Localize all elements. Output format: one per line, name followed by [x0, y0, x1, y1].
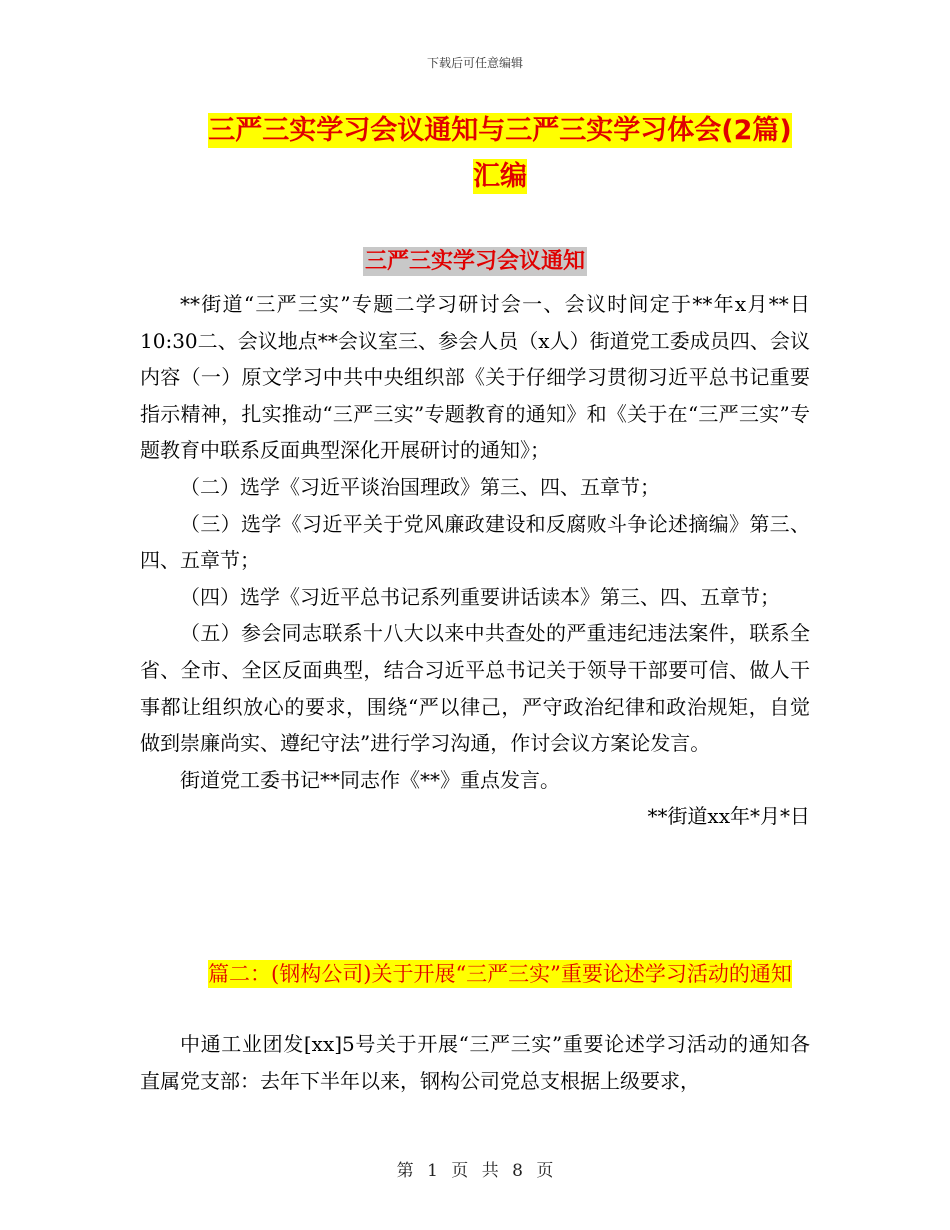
paragraph: （二）选学《习近平谈治国理政》第三、四、五章节； [180, 474, 660, 499]
header-note: 下载后可任意编辑 [426, 56, 523, 70]
paragraph: 街道党工委书记**同志作《**》重点发言。 [180, 767, 560, 792]
signature-date: **街道xx年*月*日 [647, 804, 810, 829]
page-footer: 第 1 页 共 8 页 [396, 1161, 554, 1181]
section-body [140, 286, 810, 835]
section-title-steel-company [190, 956, 810, 992]
paragraph: （四）选学《习近平总书记系列重要讲话读本》第三、四、五章节； [180, 584, 780, 609]
section2-title-text: 篇二：(钢构公司)关于开展“三严三实”重要论述学习活动的通知 [208, 962, 792, 986]
paragraph: **街道“三严三实”专题二学习研讨会一、会议时间定于**年x月**日10:30二、会议地点**会议室三、参会人员（x人）街道党工委成员四、会议内容（一）原文学习中共中央组织部《关于仔细学习贯彻习近平总书记重要指示精神，扎实推动“三严三实”专题教育的通知》和《关于在“三严三实”专题教育中联系反面典型深化开展研讨的通知》； [140, 292, 810, 463]
paragraph: 中通工业团发[xx]5号关于开展“三严三实”重要论述学习活动的通知各直属党支部：去年下半年以来，钢构公司党总支根据上级要求， [140, 1032, 810, 1093]
section2-body [140, 1026, 810, 1099]
section-title-text: 三严三实学习会议通知 [364, 249, 585, 274]
paragraph: （五）参会同志联系十八大以来中共查处的严重违纪违法案件，联系全省、全市、全区反面典型，结合习近平总书记关于领导干部要可信、做人干事都让组织放心的要求，围绕“严以律己，严守政治纪律和政治规矩，自觉做到崇廉尚实、遵纪守法”进行学习沟通，作讨会议方案论发言。 [140, 621, 810, 756]
document-title-text: 三严三实学习会议通知与三严三实学习体会(2篇)汇编 [208, 115, 792, 192]
section-title-meeting-notice [0, 244, 950, 280]
paragraph: （三）选学《习近平关于党风廉政建设和反腐败斗争论述摘编》第三、四、五章节； [140, 511, 810, 573]
document-title [195, 108, 805, 200]
